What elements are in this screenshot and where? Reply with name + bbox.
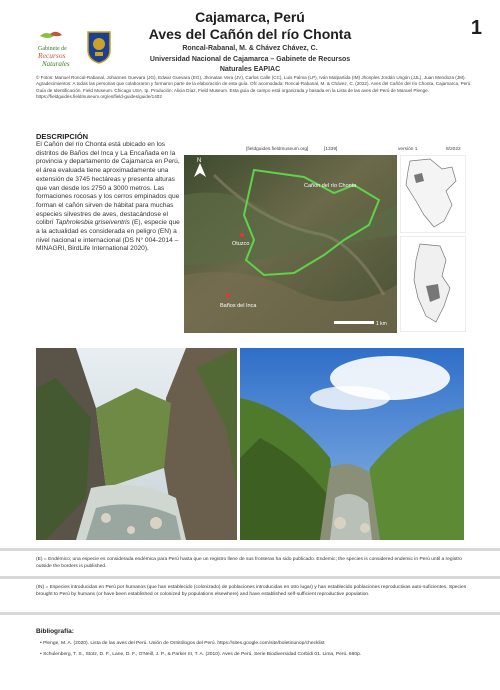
guide-code: [1339] [324,147,338,152]
description-text-2: (E), especie que a la actualidad es considerada en peligro (EN) a nivel nacional e internacional (DS N° 004-2014 – MINAGRI, BirdLife International 2020). [36,219,180,253]
map-label-banos: Baños del Inca [220,303,257,309]
bibliography-item: • Plenge, M. A. (2020). Lista de las aves del Perú. Unión de Ornitólogos del Perú. https://sites.google.com/site/boletinunop/checklist [40,641,325,646]
guide-url: [fieldguides.fieldmuseum.org] [246,147,309,152]
logo-text-3: Naturales [42,60,70,68]
bibliography-item: • Schulenberg, T. S., Stotz, D. F., Lane, D. F., O'Neill, J. P., & Parker III, T. A. (2010). Aves de Perú. Serie Biodiversidad Corbidi 01. Lima, Perú. 660p. [40,652,362,657]
map-label-town: Otuzco [232,241,250,247]
divider-3 [0,612,500,615]
cajamarca-locator-map [400,236,466,332]
university-seal-icon [86,30,112,64]
page-title-region: Cajamarca, Perú [195,9,305,25]
guide-meta [246,147,466,155]
canyon-photo-1 [36,348,237,540]
description-text-1: El Cañón del río Chonta está ubicado en los distritos de Baños del Inca y La Encañada en la provincia y departamento de Cajamarca en Perú, el área evaluada tiene aproximadamente una extensión de 3745 hectáreas y presenta alturas que van desde los 2750 a 3000 metros. Las formaciones rocosas y los cerros empinados que forman el cañón sirven de hábitat para muchas especies silvestres de aves, destacándose el colibrí [36,141,180,227]
canyon-photo-2 [240,348,464,540]
recursos-naturales-logo [36,30,78,70]
description-heading: DESCRIPCIÓN [36,132,89,141]
institution-unit: Naturales EAPIAC [219,66,281,73]
logo-text-1: Gabinete de [38,46,67,52]
divider-1 [0,548,500,551]
guide-date: 8/2022 [446,147,461,152]
introduced-note: (IN) = Especies introducidas en Perú por humanos (que han establecido (colonizado) de poblaciones introducidas en otro lugar) y han establecido poblaciones reproductivas auto-suficientes. Species brought to Perú by humans (or have been established or colonized by populations elsewhere) and have established self-sufficient reproductive population. [36,585,467,597]
logo-text-2: Recursos [38,51,66,60]
satellite-map [184,155,397,333]
map-scale: 1 km [376,321,387,327]
peru-locator-map [400,155,466,233]
photo-credits: © Fotos: Manuel Roncal-Rabanal, Johannes Guevara (JG), Edwar Guevara (EG), Jhonatan Vera (JV), Carlos Calle (CC), Luis Palma (LP), Iván Malpartida (IM) Jhonples Jordán Ungón (JJL), Juan Mendoza (JM). Agradecimientos: A todas las personas que colaboraron y formaron parte de la elaboración de esta guía. Ofc acomodada: Roncal-Rabanal, M. & Chávez, C. (2022). Aves del Cañón del río Chonta, Cajamarca, Perú. Guía de Identificación. Field Museum. Chicago USA. tp. Produción: Alicia Díaz, Field Museum. Esta guía de campo está organizada y basada en la Lista de las aves del Perú de Manuel Plenge. https://fieldguides.fieldmuseum.org/es/field-guides/guide/1402 [36,75,472,100]
species-name: Taphrolesbia griseiventris [55,219,130,227]
guide-version: versión 1 [398,147,418,152]
map-label-canyon: Cañón del río Chonta [304,183,357,189]
north-label: N [197,158,202,164]
authors: Roncal-Rabanal, M. & Chávez Chávez, C. [182,45,318,52]
description-body [36,141,182,254]
divider-2 [0,576,500,579]
endemic-note: (E) = Endémico; una especie es considerada endémica para Perú hasta que un registro llene de sus fronteras ha sido publicado. Endemic; the species is considered endemic in Perú until a registro outside the borders is published. [36,557,462,569]
page-title: Aves del Cañón del río Chonta [148,26,352,42]
page-number: 1 [470,17,482,39]
bibliography-heading: Bibliografía: [36,628,74,635]
university: Universidad Nacional de Cajamarca – Gabinete de Recursos [149,56,351,63]
